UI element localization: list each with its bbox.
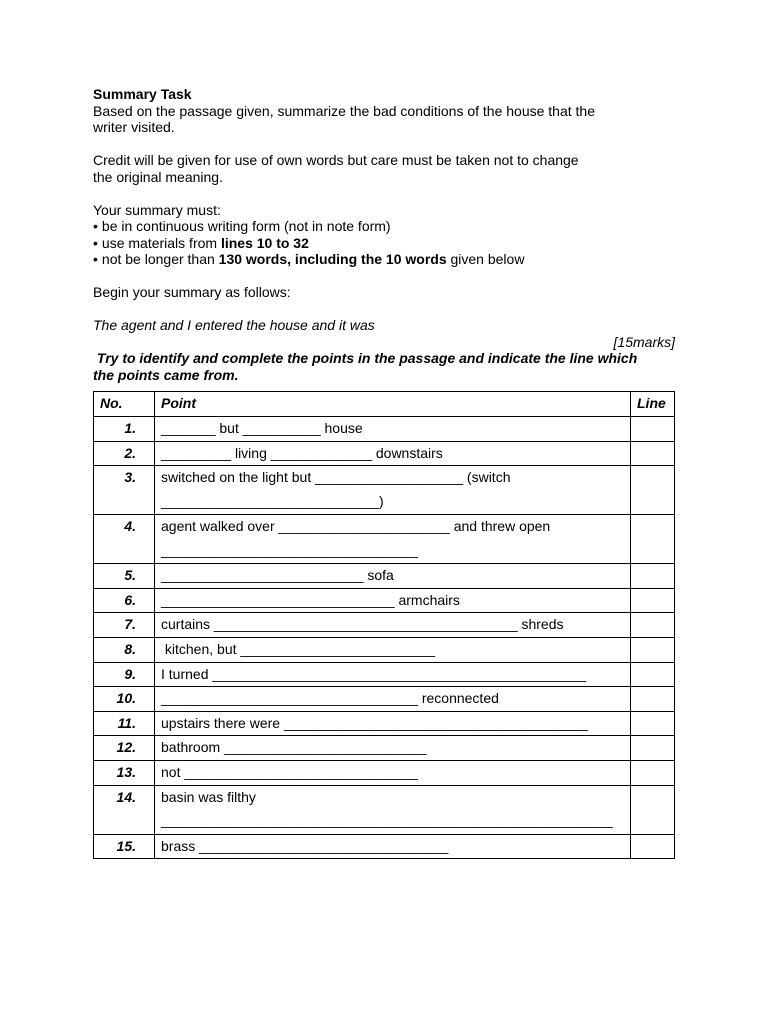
row-number: 10. bbox=[94, 687, 155, 712]
table-row bbox=[94, 441, 675, 466]
bullet-emphasis: lines 10 to 32 bbox=[220, 234, 309, 251]
row-line-answer[interactable] bbox=[631, 417, 675, 442]
row-line-answer[interactable] bbox=[631, 588, 675, 613]
bullet-text: not be longer than bbox=[101, 251, 219, 267]
row-point: not ______________________________ bbox=[155, 760, 631, 785]
row-line-answer[interactable] bbox=[631, 466, 675, 515]
row-line-answer[interactable] bbox=[631, 834, 675, 859]
credit-line-2: the original meaning. bbox=[93, 168, 223, 185]
bullet-emphasis: 130 words, including the 10 words bbox=[218, 251, 447, 267]
row-number: 5. bbox=[94, 564, 155, 589]
table-row bbox=[94, 785, 675, 834]
row-number: 9. bbox=[94, 662, 155, 687]
bullet-text: given below bbox=[446, 251, 525, 267]
marks-label: [15marks] bbox=[613, 333, 675, 350]
credit-line-1: Credit will be given for use of own words but care must be taken not to change bbox=[93, 152, 579, 168]
table-row bbox=[94, 417, 675, 442]
table-row bbox=[94, 662, 675, 687]
row-point: _______ but __________ house bbox=[155, 417, 631, 442]
row-line-answer[interactable] bbox=[631, 613, 675, 638]
row-line-answer[interactable] bbox=[631, 637, 675, 662]
row-number: 13. bbox=[94, 760, 155, 785]
row-point: basin was filthy __________________________________________________________ bbox=[155, 785, 631, 834]
table-row bbox=[94, 760, 675, 785]
header-line: Line bbox=[631, 392, 675, 417]
row-point: _________________________________ reconnected bbox=[155, 687, 631, 712]
header-no: No. bbox=[94, 392, 155, 417]
row-number: 2. bbox=[94, 441, 155, 466]
table-row bbox=[94, 711, 675, 736]
instruction-line-2: writer visited. bbox=[93, 119, 175, 135]
row-point: agent walked over ______________________ and threw open _________________________________ bbox=[155, 515, 631, 564]
row-number: 15. bbox=[94, 834, 155, 859]
row-point: ______________________________ armchairs bbox=[155, 588, 631, 613]
row-number: 4. bbox=[94, 515, 155, 564]
bullet-text: be in continuous writing form (not in note form) bbox=[101, 218, 391, 234]
row-point: curtains _______________________________________ shreds bbox=[155, 613, 631, 638]
row-number: 12. bbox=[94, 736, 155, 761]
header-point: Point bbox=[155, 392, 631, 417]
row-point: kitchen, but _________________________ bbox=[155, 637, 631, 662]
bullet-length bbox=[93, 251, 675, 268]
row-point: switched on the light but ___________________ (switch ____________________________) bbox=[155, 466, 631, 515]
row-line-answer[interactable] bbox=[631, 736, 675, 761]
instruction-line-1: Based on the passage given, summarize the bad conditions of the house that the bbox=[93, 102, 595, 119]
page-title: Summary Task bbox=[93, 86, 192, 102]
table-row bbox=[94, 564, 675, 589]
row-line-answer[interactable] bbox=[631, 441, 675, 466]
row-line-answer[interactable] bbox=[631, 662, 675, 687]
row-number: 14. bbox=[94, 785, 155, 834]
table-row bbox=[94, 466, 675, 515]
row-number: 11. bbox=[94, 711, 155, 736]
table-row bbox=[94, 588, 675, 613]
points-table bbox=[93, 391, 675, 859]
row-number: 1. bbox=[94, 417, 155, 442]
row-point: upstairs there were _______________________________________ bbox=[155, 711, 631, 736]
row-line-answer[interactable] bbox=[631, 760, 675, 785]
row-line-answer[interactable] bbox=[631, 711, 675, 736]
row-number: 6. bbox=[94, 588, 155, 613]
begin-intro: Begin your summary as follows: bbox=[93, 284, 291, 300]
row-point: _________ living _____________ downstairs bbox=[155, 441, 631, 466]
table-row bbox=[94, 687, 675, 712]
task-line-1: Try to identify and complete the points in the passage and indicate the line which bbox=[93, 350, 638, 366]
must-intro: Your summary must: bbox=[93, 201, 221, 218]
table-row bbox=[94, 736, 675, 761]
row-line-answer[interactable] bbox=[631, 785, 675, 834]
table-row bbox=[94, 613, 675, 638]
row-number: 7. bbox=[94, 613, 155, 638]
row-line-answer[interactable] bbox=[631, 515, 675, 564]
bullet-materials bbox=[93, 235, 675, 252]
row-number: 8. bbox=[94, 637, 155, 662]
table-row bbox=[94, 637, 675, 662]
row-point: bathroom __________________________ bbox=[155, 736, 631, 761]
task-line-2: the points came from. bbox=[93, 367, 239, 383]
row-number: 3. bbox=[94, 466, 155, 515]
instructions-block bbox=[93, 86, 675, 384]
bullet-continuous bbox=[93, 218, 675, 235]
row-line-answer[interactable] bbox=[631, 687, 675, 712]
row-point: __________________________ sofa bbox=[155, 564, 631, 589]
row-point: I turned ________________________________________________ bbox=[155, 662, 631, 687]
table-row bbox=[94, 834, 675, 859]
row-point: brass ________________________________ bbox=[155, 834, 631, 859]
bullet-text: use materials from bbox=[101, 234, 221, 251]
row-line-answer[interactable] bbox=[631, 564, 675, 589]
begin-text: The agent and I entered the house and it was bbox=[93, 317, 375, 333]
table-row bbox=[94, 515, 675, 564]
table-header-row bbox=[94, 392, 675, 417]
